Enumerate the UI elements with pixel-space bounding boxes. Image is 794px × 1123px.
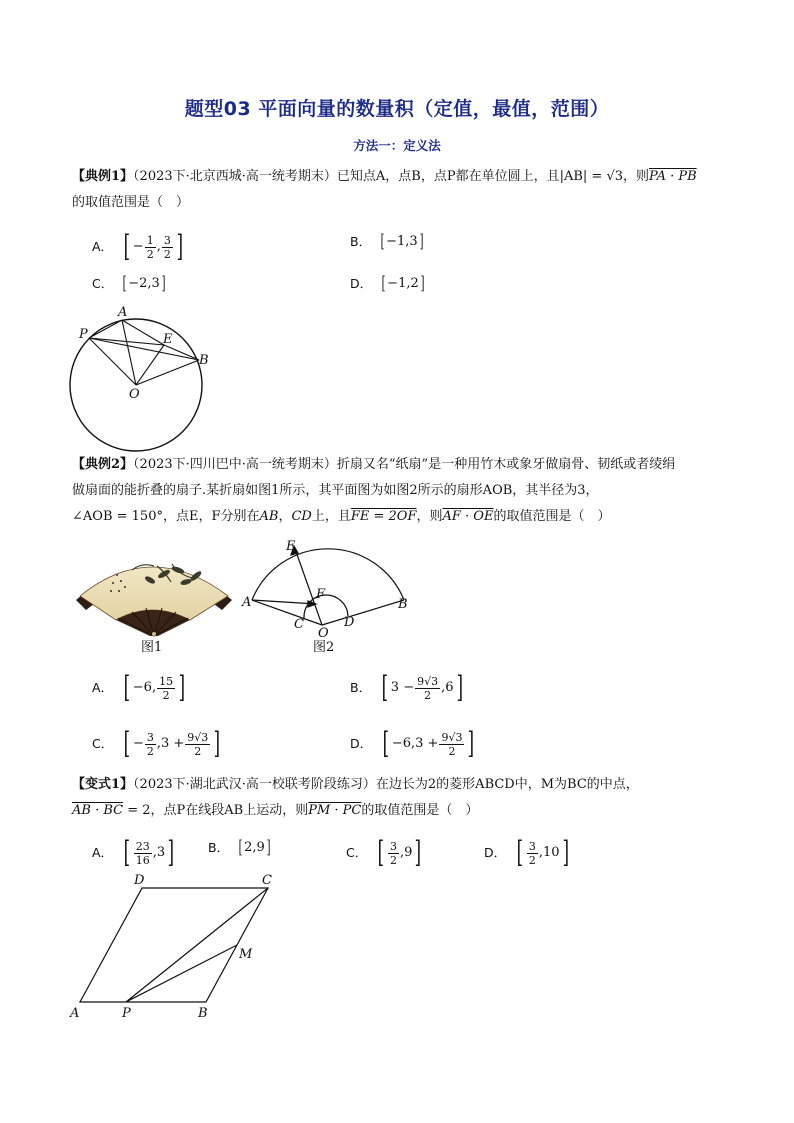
example-1-stem: 已知点A，点B，点P都在单位圆上，且|AB| = √3，则 xyxy=(336,169,650,184)
figure-1-caption: 图1 xyxy=(141,640,163,655)
label-C: C xyxy=(294,617,304,632)
label-O: O xyxy=(129,387,140,402)
variant-1-source: （2023下·湖北武汉·高一校联考阶段练习） xyxy=(133,777,376,792)
rhombus-ABCD xyxy=(80,888,268,1002)
page-title: 题型03 平面向量的数量积（定值，最值，范围） xyxy=(184,98,610,120)
variant-1-tag: 【变式1】 xyxy=(72,777,134,792)
example-2-option-d[interactable]: D． [ −6,3 + $\frac{9√3}{2}$ ] xyxy=(350,726,475,761)
method-heading: 方法一：定义法 xyxy=(353,138,441,153)
variant-1-option-c[interactable]: C． [ $\frac{3}{2}$ ,9 ] xyxy=(346,835,422,870)
example-1-option-d[interactable]: D． [ −1,2 ] xyxy=(350,273,425,294)
segment-BO xyxy=(136,360,199,385)
example-2-option-c[interactable]: C． [ − $\frac{3}{2}$ ,3 + $\frac{9√3}{2}$ ] xyxy=(92,726,221,761)
example-1-option-c[interactable]: C． [ −2,3 ] xyxy=(92,273,166,294)
label-B: B xyxy=(398,597,408,612)
arc-CD: CD xyxy=(291,509,312,524)
example-1-question: 的取值范围是（ ） xyxy=(72,195,190,210)
sector-figure xyxy=(238,530,414,648)
arc-AB-outer xyxy=(252,549,404,600)
example-2-text: 【典例2】（2023下·四川巴中·高一统考期末）折扇又名“纸扇”是一种用竹木或象牙做扇骨、韧纸或者绫绢 做扇面的能折叠的扇子.某折扇如图1所示，其平面图为如图2所示的扇形AOB，其半径为3， ∠AOB = 150°，点E，F分别在AB，CD上，且FE = 2OF，则AF · OE的取值范围是（ ） xyxy=(72,457,676,524)
figure-2-caption: 图2 xyxy=(313,640,335,655)
vector-dot-expression: AF · OE xyxy=(442,509,494,524)
segment-PO xyxy=(89,338,136,385)
variant-1-option-a[interactable]: A． [ $\frac{23}{16}$ ,3 ] xyxy=(92,835,175,870)
segment-PA xyxy=(89,320,122,338)
label-F: F xyxy=(316,587,326,602)
variant-1-vector-query: PM · PC xyxy=(308,803,362,818)
folding-fan-image xyxy=(72,540,236,640)
label-D: D xyxy=(134,874,145,888)
label-M: M xyxy=(239,947,253,962)
label-B: B xyxy=(198,1006,208,1021)
label-E: E xyxy=(163,332,173,347)
example-1-text xyxy=(72,164,732,216)
label-P: P xyxy=(79,327,88,342)
segment-PM xyxy=(126,945,237,1002)
label-D: D xyxy=(344,615,355,630)
label-B: B xyxy=(199,353,209,368)
vector-OE xyxy=(294,546,322,625)
label-A: A xyxy=(242,595,252,610)
variant-1-text: 【变式1】（2023下·湖北武汉·高一校联考阶段练习）在边长为2的菱形ABCD中，M为BC的中点， AB · BC = 2，点P在线段AB上运动，则PM · PC的取值范围是（ ） xyxy=(72,777,639,818)
vector-condition: FE = 2OF xyxy=(350,509,417,524)
variant-1-option-d[interactable]: D． [ $\frac{3}{2}$ ,10 ] xyxy=(484,835,569,870)
example-1-source: （2023下·北京西城·高一统考期末） xyxy=(133,169,337,184)
example-2-option-a[interactable]: A． [ −6, $\frac{15}{2}$ ] xyxy=(92,670,186,705)
example-2-option-b[interactable]: B． [ 3 − $\frac{9√3}{2}$ ,6 ] xyxy=(350,670,463,705)
example-2-source: （2023下·四川巴中·高一统考期末） xyxy=(133,457,337,472)
label-E: E xyxy=(286,539,296,554)
example-1-tag: 【典例1】 xyxy=(72,169,134,184)
example-1-option-a[interactable]: A． [ − $\frac{1}{2}$ , $\frac{3}{2}$ ] xyxy=(92,229,183,264)
segment-AO xyxy=(122,320,136,385)
example-1-vector-expression: PA · PB xyxy=(649,169,697,184)
example-1-option-b[interactable]: B． [ −1,3 ] xyxy=(350,231,424,252)
segment-PC xyxy=(126,888,268,1002)
label-P: P xyxy=(122,1006,131,1021)
example-2-tag: 【典例2】 xyxy=(72,457,134,472)
variant-1-vector-expression: AB · BC xyxy=(72,803,124,818)
label-O: O xyxy=(318,626,329,641)
example-1-circle-figure xyxy=(66,300,216,460)
label-A: A xyxy=(70,1006,80,1021)
segment-PB xyxy=(89,338,199,360)
arc-AB: AB xyxy=(259,509,279,524)
variant-1-option-b[interactable]: B． [ 2,9 ] xyxy=(208,837,271,858)
rhombus-figure xyxy=(66,874,286,1024)
label-C: C xyxy=(262,874,272,888)
label-A: A xyxy=(118,305,128,320)
radius-OB xyxy=(322,600,404,625)
